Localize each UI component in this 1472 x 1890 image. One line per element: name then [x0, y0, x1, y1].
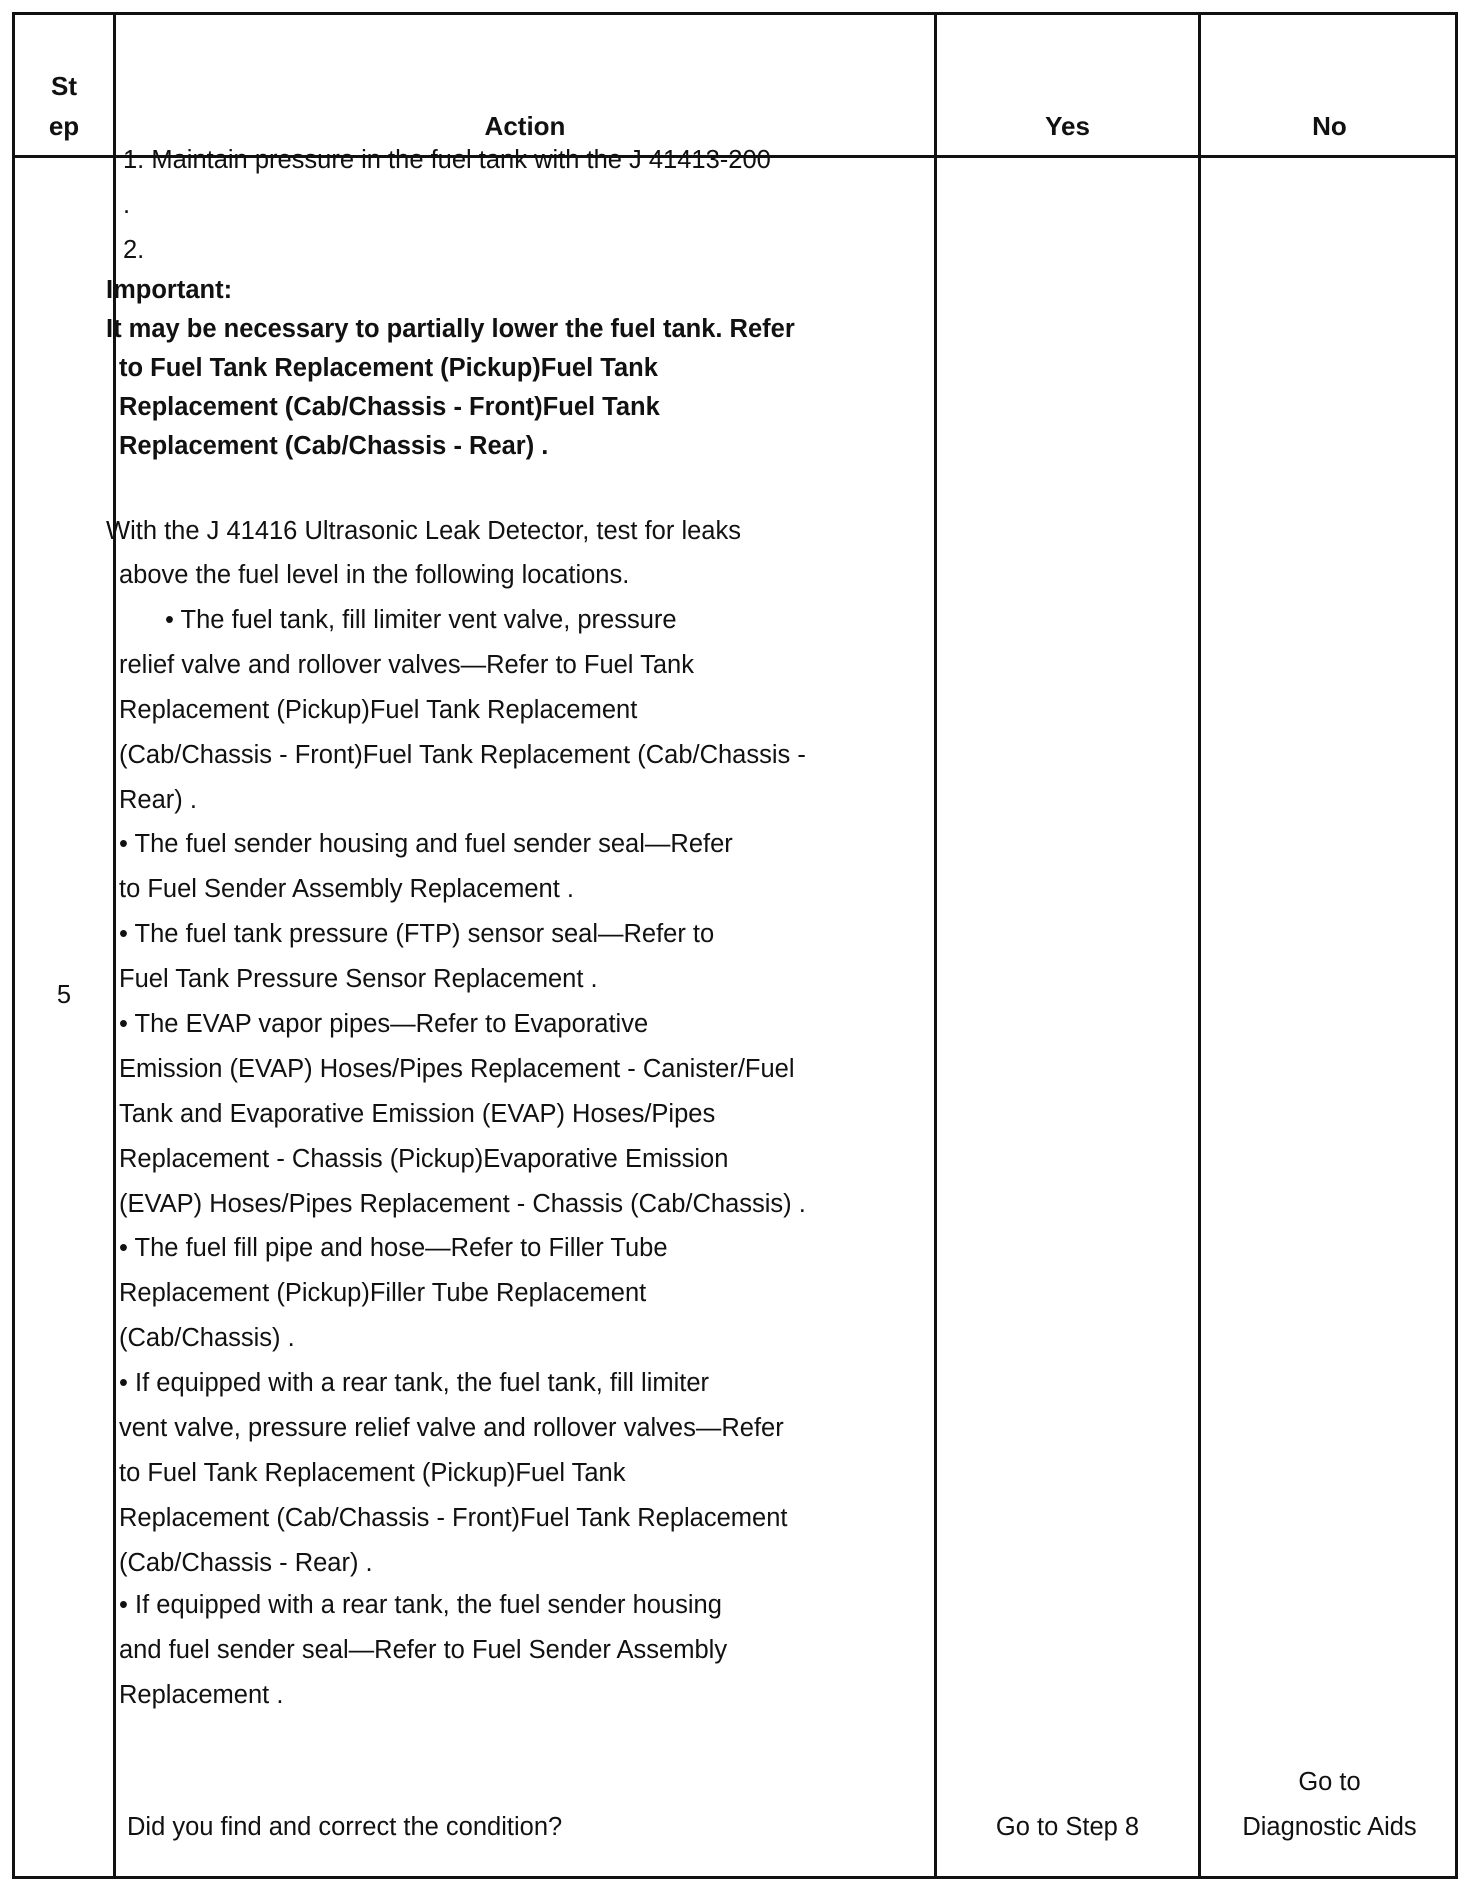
- list-item: Replacement (Pickup)Filler Tube Replacement: [119, 1279, 647, 1307]
- action-line: above the fuel level in the following locations.: [119, 561, 630, 589]
- column-divider: [934, 15, 937, 1876]
- list-item: (Cab/Chassis) .: [119, 1324, 295, 1352]
- no-answer-line2: Diagnostic Aids: [1242, 1813, 1417, 1841]
- action-line: .: [123, 191, 131, 219]
- list-item: vent valve, pressure relief valve and rollover valves—Refer: [119, 1414, 784, 1442]
- list-item: Replacement (Cab/Chassis - Front)Fuel Tank Replacement: [119, 1504, 788, 1532]
- list-item: Rear) .: [119, 786, 197, 814]
- list-item: • The fuel tank pressure (FTP) sensor seal—Refer to: [119, 920, 715, 948]
- list-item: Fuel Tank Pressure Sensor Replacement .: [119, 965, 598, 993]
- action-line: 2.: [123, 236, 145, 264]
- list-item: to Fuel Tank Replacement (Pickup)Fuel Tank: [119, 1459, 626, 1487]
- important-label: Important:: [106, 276, 233, 304]
- column-divider: [1198, 15, 1201, 1876]
- list-item: • The EVAP vapor pipes—Refer to Evaporative: [119, 1010, 649, 1038]
- header-yes: Yes: [1045, 111, 1090, 141]
- list-item: to Fuel Sender Assembly Replacement .: [119, 875, 574, 903]
- list-item: (Cab/Chassis - Rear) .: [119, 1549, 373, 1577]
- list-item: • The fuel sender housing and fuel sender seal—Refer: [119, 830, 733, 858]
- list-item: • If equipped with a rear tank, the fuel sender housing: [119, 1591, 722, 1619]
- question: Did you find and correct the condition?: [127, 1813, 563, 1841]
- list-item: • The fuel fill pipe and hose—Refer to Filler Tube: [119, 1234, 668, 1262]
- list-item: and fuel sender seal—Refer to Fuel Sender Assembly: [119, 1636, 728, 1664]
- step-number: 5: [56, 981, 72, 1009]
- important-text: It may be necessary to partially lower the fuel tank. Refer: [106, 315, 795, 343]
- list-item: Emission (EVAP) Hoses/Pipes Replacement - Canister/Fuel: [119, 1055, 795, 1083]
- no-answer-line1: Go to: [1298, 1768, 1361, 1796]
- header-no: No: [1312, 111, 1347, 141]
- important-text: to Fuel Tank Replacement (Pickup)Fuel Tank: [119, 354, 658, 382]
- list-item: (Cab/Chassis - Front)Fuel Tank Replacement (Cab/Chassis -: [119, 741, 806, 769]
- list-item: Replacement .: [119, 1681, 284, 1709]
- diagnostic-table: [12, 12, 1458, 1879]
- list-item: Replacement (Pickup)Fuel Tank Replacement: [119, 696, 638, 724]
- list-item: Replacement - Chassis (Pickup)Evaporative Emission: [119, 1145, 729, 1173]
- header-step: St ep: [48, 71, 80, 141]
- header-action: Action: [484, 111, 566, 141]
- action-line: 1. Maintain pressure in the fuel tank with the J 41413-200: [123, 146, 771, 174]
- list-item: Tank and Evaporative Emission (EVAP) Hoses/Pipes: [119, 1100, 716, 1128]
- important-text: Replacement (Cab/Chassis - Rear) .: [119, 432, 549, 460]
- yes-answer: Go to Step 8: [995, 1813, 1140, 1841]
- action-line: With the J 41416 Ultrasonic Leak Detector, test for leaks: [106, 517, 741, 545]
- list-item: (EVAP) Hoses/Pipes Replacement - Chassis (Cab/Chassis) .: [119, 1190, 806, 1218]
- list-item: • If equipped with a rear tank, the fuel tank, fill limiter: [119, 1369, 710, 1397]
- list-item: relief valve and rollover valves—Refer to Fuel Tank: [119, 651, 694, 679]
- list-item: • The fuel tank, fill limiter vent valve, pressure: [165, 606, 677, 634]
- important-text: Replacement (Cab/Chassis - Front)Fuel Tank: [119, 393, 660, 421]
